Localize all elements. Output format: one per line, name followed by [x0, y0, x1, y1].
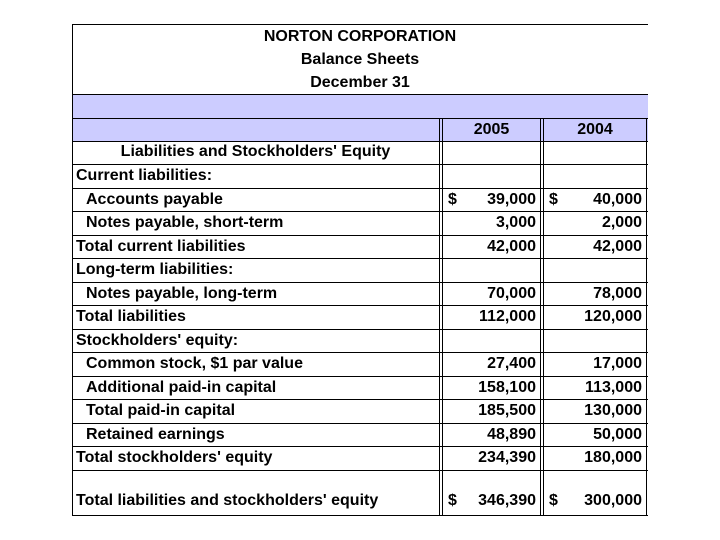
row-value-2004: 113,000 [585, 378, 642, 396]
row-label: Notes payable, long-term [86, 284, 278, 302]
header-band [73, 95, 648, 118]
row-value-2005: 27,400 [487, 355, 536, 372]
row-value-2005: 234,390 [478, 449, 536, 466]
statement-date: December 31 [310, 74, 410, 91]
row-label: Long-term liabilities: [76, 261, 234, 278]
row-label: Accounts payable [86, 190, 223, 208]
row-value-2004: 180,000 [584, 449, 642, 466]
row-label: Total stockholders' equity [76, 449, 273, 466]
row-value-2004: 120,000 [584, 308, 642, 325]
row-label: Current liabilities: [76, 167, 213, 184]
col-sep-3 [646, 118, 647, 516]
row-label: Total current liabilities [76, 237, 246, 255]
col-sep-1a [439, 118, 440, 516]
row-value-2005: 112,000 [479, 308, 536, 325]
row-label: Total liabilities [76, 308, 186, 325]
row-value-2005: 185,500 [478, 402, 536, 419]
company-name: NORTON CORPORATION [263, 28, 457, 45]
row-label: Retained earnings [86, 425, 225, 443]
row-value-2005: 70,000 [487, 284, 536, 302]
column-header-2005: 2005 [473, 121, 510, 138]
row-label: Notes payable, short-term [86, 214, 284, 231]
total-value-2004: 300,000 [584, 492, 642, 509]
row-line [72, 470, 648, 471]
dollar-sign: $ [448, 190, 457, 208]
row-value-2005: 3,000 [495, 214, 536, 231]
statement-title: Balance Sheets [300, 51, 420, 68]
balance-sheet [72, 24, 648, 516]
row-value-2005: 158,100 [478, 378, 536, 396]
column-header-2004: 2004 [577, 121, 613, 138]
row-value-2005: 39,000 [487, 190, 536, 208]
col-sep-1b [442, 118, 443, 516]
total-value-2005: 346,390 [478, 492, 536, 509]
row-value-2004: 40,000 [593, 190, 642, 208]
dollar-sign: $ [448, 492, 457, 509]
row-value-2004: 42,000 [593, 237, 642, 255]
top-border [72, 24, 648, 25]
row-label: Stockholders' equity: [76, 331, 239, 349]
col-sep-2b [543, 118, 544, 516]
row-value-2004: 2,000 [601, 214, 642, 231]
row-value-2004: 78,000 [593, 284, 642, 302]
row-value-2005: 42,000 [487, 237, 536, 255]
row-label: Additional paid-in capital [86, 378, 277, 396]
dollar-sign: $ [549, 190, 558, 208]
bottom-border [72, 515, 648, 516]
col-sep-2a [540, 118, 541, 516]
dollar-sign: $ [549, 492, 558, 509]
row-value-2004: 130,000 [584, 402, 642, 419]
row-value-2005: 48,890 [487, 425, 536, 443]
row-label: Total paid-in capital [86, 402, 236, 419]
row-value-2004: 17,000 [593, 355, 642, 372]
total-row-label: Total liabilities and stockholders' equity [76, 492, 379, 509]
row-value-2004: 50,000 [593, 425, 642, 443]
band-divider [72, 94, 648, 95]
section-title: Liabilities and Stockholders' Equity [120, 143, 391, 160]
row-label: Common stock, $1 par value [86, 355, 303, 372]
